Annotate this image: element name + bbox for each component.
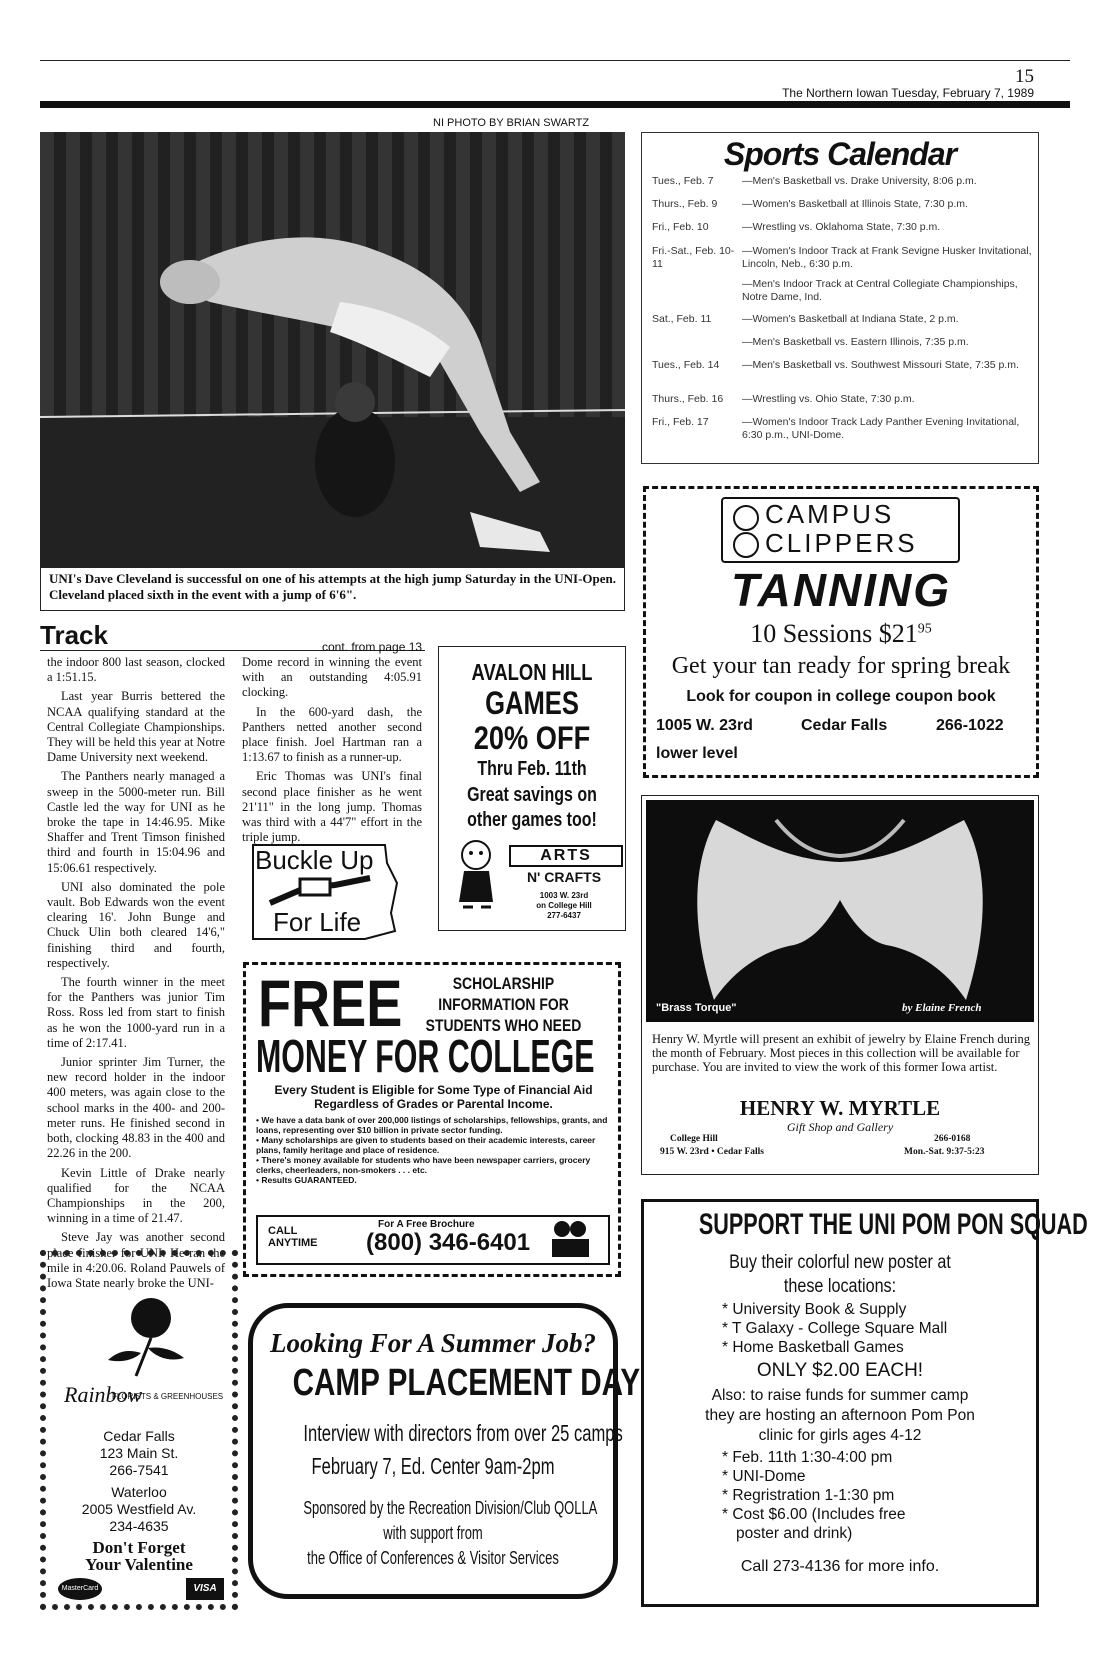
myrtle-location: College Hill	[670, 1134, 718, 1144]
location-item: * University Book & Supply	[722, 1301, 907, 1318]
call-anytime: CALL ANYTIME	[268, 1225, 318, 1249]
avalon-line-5: Great savings on	[467, 784, 597, 806]
camp-placement-ad	[248, 1303, 641, 1599]
myrtle-name: HENRY W. MYRTLE	[739, 1096, 941, 1120]
graduate-icon	[548, 1219, 593, 1259]
rainbow-phone-1: 266-7541	[109, 1462, 169, 1478]
article-paragraph: Dome record in winning the event with an outstanding 4:05.91 clocking.	[242, 655, 422, 700]
campus-clippers-logo	[721, 497, 960, 563]
mastercard-icon: MasterCard	[58, 1578, 102, 1600]
article-paragraph: UNI also dominated the pole vault. Bob Edwards won the event clearing 16'. John Bunge and Chuck Ulin both cleared 14'6," finishing third and fourth, respectively.	[47, 879, 225, 970]
tanning-level: lower level	[656, 745, 738, 762]
header-thick-rule	[40, 101, 1070, 108]
rainbow-phone-2: 234-4635	[109, 1518, 169, 1534]
photo-caption: UNI's Dave Cleveland is successful on one of his attempts at the high jump Saturday in the UNI-Open. Cleveland placed sixth in the event with a jump of 6'6".	[40, 567, 625, 611]
article-paragraph: In the 600-yard dash, the Panthers netted another second place finish. Joel Hartman ran a 1:13.67 to finish as a runner-up.	[242, 704, 422, 765]
myrtle-hours: Mon.-Sat. 9:37-5:23	[904, 1147, 985, 1157]
rainbow-city-1: Cedar Falls	[103, 1428, 175, 1444]
bullet-item: • We have a data bank of over 200,000 listings of scholarships, fellowships, grants, and loans, representing over $10 billion in private sector funding.	[256, 1115, 608, 1135]
pompon-price: ONLY $2.00 EACH!	[756, 1360, 924, 1381]
rainbow-sub: FLORISTS & GREENHOUSES	[112, 1392, 224, 1401]
buckle-line-1: Buckle Up	[255, 845, 374, 875]
free-money-bullets	[256, 1115, 611, 1185]
tanning-city: Cedar Falls	[801, 717, 888, 734]
bullet-item: • Results GUARANTEED.	[256, 1175, 357, 1185]
article-paragraph: The Panthers nearly managed a sweep in the 5000-meter run. Bill Castle led the way for UNI as he broke the tape in 14:46.95. Mike Shaffer and Trent Timson finished third and fourth in 15:04.96 and 15:06.61 respectively.	[47, 769, 225, 875]
avalon-line-2: GAMES	[485, 685, 579, 721]
sports-calendar: Sports Calendar Tues., Feb. 7 —Men's Basketball vs. Drake University, 8:06 p.m. Thurs., Feb. 9 —Women's Basketball at Illinois State, 7:30 p.m. Fri., Feb. 10 —Wrestling vs. Oklahoma State, 7:30 p.m. Fri.-Sat., Feb. 10-11 —Women's Indoor Track at Frank Sevigne Husker Invitational, Lincoln, Neb., 6:30 p.m. —Men's Indoor Track at Central Collegiate Championships, Notre Dame, Ind. Sat., Feb. 11 —Women's Basketball at Indiana State, 2 p.m. —Men's Basketball vs. Eastern Illinois, 7:35 p.m. Tues., Feb. 14 —Men's Basketball vs. Southwest Missouri State, 7:35 p.m. Thurs., Feb. 16 —Wrestling vs. Ohio State, 7:30 p.m. Fri., Feb. 17 —Women's Indoor Track Lady Panther Evening Invitational, 6:30 p.m., UNI-Dome.	[641, 132, 1039, 464]
tanning-offer: 10 Sessions $\$21^{95}$	[750, 619, 932, 648]
tanning-address: 1005 W. 23rd	[656, 717, 753, 734]
rainbow-address-2: 2005 Westfield Av.	[81, 1501, 197, 1517]
location-item: * T Galaxy - College Square Mall	[722, 1320, 948, 1337]
artist-credit: by Elaine French	[902, 1002, 982, 1014]
myrtle-ad	[641, 795, 1039, 1175]
face-icon	[733, 505, 759, 531]
mascot-icon	[449, 837, 504, 917]
arts-logo: ARTS	[509, 845, 623, 867]
avalon-line-4: Thru Feb. 11th	[477, 758, 587, 780]
brass-torque-photo	[646, 800, 1034, 1022]
article-column-1	[47, 655, 225, 1295]
high-jump-photo	[40, 132, 625, 567]
pom-pon-ad	[641, 1199, 1088, 1607]
call-box	[256, 1215, 610, 1265]
detail-item: * Cost $6.00 (Includes free	[722, 1506, 906, 1523]
rose-icon	[96, 1278, 196, 1378]
camp-line-1: Looking For A Summer Job?	[269, 1328, 597, 1358]
avalon-location: on College Hill	[536, 901, 592, 910]
bullet-item: • Many scholarships are given to students based on their academic interests, career plans, family heritage and place of residence.	[256, 1135, 596, 1155]
camp-line-3: Interview with directors from over 25 camps	[303, 1420, 623, 1446]
pompon-also-1: Also: to raise funds for summer camp	[711, 1387, 969, 1404]
camp-line-2: CAMP PLACEMENT DAY	[292, 1362, 641, 1404]
scholarship-heading: SCHOLARSHIP INFORMATION FOR STUDENTS WHO NEED	[425, 974, 582, 1035]
calendar-title: Sports Calendar	[723, 136, 957, 172]
article-column-2	[242, 655, 422, 849]
tanning-tagline: Get your tan ready for spring break	[671, 653, 1011, 679]
pompon-details	[722, 1448, 906, 1543]
myrtle-text: Henry W. Myrtle will present an exhibit of jewelry by Elaine French during the month of February. Most pieces in this collection will be available for purchase. You are invited to view the work of this former Iowa artist.	[652, 1032, 1031, 1074]
rainbow-slogan-1: Don't Forget	[92, 1538, 186, 1557]
article-continuation: cont. from page 13	[322, 640, 423, 654]
bullet-item: • There's money available for students who have been newspaper carriers, grocery clerks, cheerleaders, non-smokers . . . etc.	[256, 1155, 591, 1175]
camp-line-7: the Office of Conferences & Visitor Services	[307, 1548, 559, 1568]
pompon-line-2: these locations:	[783, 1276, 897, 1297]
pompon-locations	[722, 1300, 947, 1357]
article-title: Track	[40, 620, 108, 650]
myrtle-address: 915 W. 23rd • Cedar Falls	[660, 1147, 764, 1157]
avalon-hill-ad	[438, 646, 626, 931]
tanning-coupon: Look for coupon in college coupon book	[686, 688, 996, 705]
money-heading: MONEY FOR COLLEGE	[256, 1030, 595, 1082]
buckle-line-2: For Life	[273, 907, 362, 937]
logo-campus: CAMPUS	[765, 499, 895, 529]
camp-line-6: with support from	[383, 1523, 483, 1543]
scissors-icon	[733, 532, 759, 558]
location-item: * Home Basketball Games	[722, 1339, 904, 1356]
pompon-line-1: Buy their colorful new poster at	[729, 1252, 951, 1273]
tanning-ad	[643, 486, 1039, 778]
tanning-title: TANNING	[730, 564, 952, 616]
myrtle-sub: Gift Shop and Gallery	[786, 1120, 894, 1134]
rainbow-address-1: 123 Main St.	[99, 1445, 179, 1461]
tanning-phone: 266-1022	[936, 717, 1004, 734]
photo-credit: NI PHOTO BY BRIAN SWARTZ	[433, 117, 590, 129]
article-paragraph: Steve Jay was another second place finisher for UNI. He ran the mile in 4:20.06. Roland Pauwels of Iowa State nearly broke the UNI-	[47, 1230, 225, 1290]
myrtle-phone: 266-0168	[934, 1134, 971, 1144]
article-paragraph: Last year Burris bettered the NCAA qualifying standard at the Central Collegiate Championships. They will be held this year at Notre Dame University next weekend.	[47, 689, 225, 765]
detail-item: * Regristration 1-1:30 pm	[722, 1487, 895, 1504]
visa-icon: VISA	[186, 1578, 224, 1600]
brochure-text: For A Free Brochure	[378, 1219, 475, 1230]
avalon-line-6: other games too!	[467, 809, 597, 831]
rainbow-slogan-2: Your Valentine	[85, 1555, 193, 1574]
article-paragraph: Kevin Little of Drake nearly qualified for the NCAA Championships in the 200, winning in a time of 21.47.	[47, 1165, 225, 1226]
article-paragraph: the indoor 800 last season, clocked a 1:51.15.	[47, 655, 225, 685]
detail-item: poster and drink)	[736, 1525, 853, 1542]
article-paragraph: Eric Thomas was UNI's final second place finisher as he went 21'11" in the long jump. Thomas was third with a 44'7" effort in the triple jump.	[242, 769, 422, 845]
detail-item: * Feb. 11th 1:30-4:00 pm	[722, 1449, 893, 1466]
avalon-address: 1003 W. 23rd	[539, 891, 589, 900]
pompon-call: Call 273-4136 for more info.	[740, 1558, 940, 1575]
avalon-phone: 277-6437	[547, 911, 581, 920]
free-heading: FREE	[258, 966, 403, 1040]
article-paragraph: The fourth winner in the meet for the Panthers was junior Tim Ross. Ross led from start to finish as he won the 1000-yard run in a time of 2:17.41.	[47, 975, 225, 1050]
free-money-ad	[243, 962, 621, 1277]
detail-item: * UNI-Dome	[722, 1468, 806, 1485]
buckle-up-ad	[245, 843, 400, 941]
logo-clippers: CLIPPERS	[765, 528, 918, 558]
eligible-text: Every Student is Eligible for Some Type of Financial Aid Regardless of Grades or Parental Income.	[274, 1083, 593, 1111]
rainbow-logo: Rainbow	[64, 1382, 143, 1407]
avalon-line-3: 20% OFF	[473, 720, 591, 756]
page-number: 15	[1015, 66, 1034, 87]
paper-dateline: The Northern Iowan Tuesday, February 7, 1989	[782, 86, 1034, 100]
pompon-also-3: clinic for girls ages 4-12	[758, 1427, 922, 1444]
rainbow-florists-ad	[40, 1250, 238, 1610]
camp-line-4: February 7, Ed. Center 9am-2pm	[311, 1453, 555, 1479]
crafts-logo: N' CRAFTS	[526, 869, 602, 885]
article-paragraph: Junior sprinter Jim Turner, the new record holder in the indoor 400 meters, was again close to the school marks in the 400- and 200-meter runs. He finished second in both, clocking 48.83 in the 400 and 22.26 in the 200.	[47, 1055, 225, 1161]
brass-torque-title: "Brass Torque"	[656, 1002, 737, 1014]
free-money-phone: (800) 346-6401	[366, 1229, 531, 1256]
camp-line-5: Sponsored by the Recreation Division/Club QOLLA	[303, 1498, 598, 1518]
avalon-line-1: AVALON HILL	[471, 659, 593, 685]
pompon-also-2: they are hosting an afternoon Pom Pon	[705, 1407, 975, 1424]
rainbow-city-2: Waterloo	[111, 1484, 167, 1500]
header-rule	[40, 60, 1070, 61]
pompon-title: SUPPORT THE UNI POM PON SQUAD	[698, 1208, 1088, 1241]
